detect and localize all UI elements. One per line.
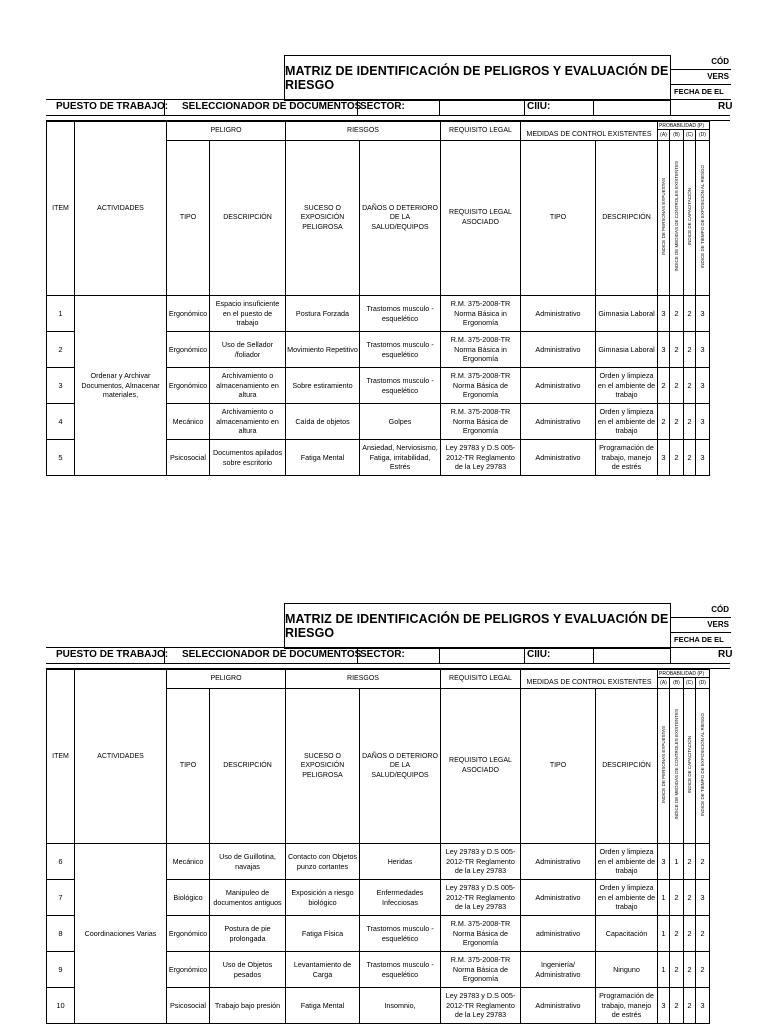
ru-label: RU [718, 101, 733, 112]
row-tipo: Ergonómico [167, 368, 210, 404]
row-index-a: 3 [658, 844, 670, 880]
row-requisito: R.M. 375-2008-TR Norma Básica de Ergonomía [441, 368, 521, 404]
row-medida-tipo: Administrativo [521, 404, 596, 440]
row-suceso: Fatiga Mental [286, 988, 360, 1024]
row-suceso: Fatiga Física [286, 916, 360, 952]
col-prob-c: (C) [684, 130, 696, 141]
col-actividades: ACTIVIDADES [75, 122, 167, 296]
col-requisito: REQUISITO LEGAL [441, 122, 521, 141]
row-descripcion: Uso de Objetos pesados [210, 952, 286, 988]
row-item-number: 1 [47, 296, 75, 332]
col-index-b: INDICE DE MEDIDAS DE CONTROLES EXISTENTES [674, 161, 679, 272]
row-medida-tipo: Administrativo [521, 440, 596, 476]
row-index-c: 2 [684, 368, 696, 404]
row-requisito: R.M. 375-2008-TR Norma Básica in Ergonomía [441, 332, 521, 368]
col-medida-tipo: TIPO [521, 689, 596, 844]
col-danos: DAÑOS O DETERIORO DE LA SALUD/EQUIPOS [360, 689, 441, 844]
row-index-d: 2 [696, 916, 710, 952]
row-requisito: R.M. 375-2008-TR Norma Básica de Ergonomía [441, 404, 521, 440]
row-index-c: 2 [684, 404, 696, 440]
row-descripcion: Archivamiento o almacenamiento en altura [210, 404, 286, 440]
row-tipo: Psicosocial [167, 988, 210, 1024]
row-index-a: 2 [658, 368, 670, 404]
row-index-a: 1 [658, 880, 670, 916]
row-index-c: 2 [684, 988, 696, 1024]
col-prob-a: (A) [658, 130, 670, 141]
row-medida-tipo: Administrativo [521, 296, 596, 332]
row-descripcion: Uso de Guillotina, navajas [210, 844, 286, 880]
row-descripcion: Uso de Sellador /foliador [210, 332, 286, 368]
row-danos: Trastornos musculo - esquelético [360, 916, 441, 952]
row-danos: Trastornos musculo - esquelético [360, 332, 441, 368]
row-index-b: 2 [670, 404, 684, 440]
col-item: ITEM [47, 122, 75, 296]
row-index-b: 2 [670, 332, 684, 368]
col-index-a: INDICE DE PERSONAS EXPUESTAS [661, 178, 666, 256]
row-tipo: Psicosocial [167, 440, 210, 476]
row-index-d: 3 [696, 296, 710, 332]
row-requisito: R.M. 375-2008-TR Norma Básica de Ergonomía [441, 952, 521, 988]
row-suceso: Exposición a riesgo biológico [286, 880, 360, 916]
row-medida-tipo: Administrativo [521, 368, 596, 404]
risk-matrix-table [46, 121, 710, 476]
col-item: ITEM [47, 670, 75, 844]
row-index-c: 2 [684, 296, 696, 332]
row-item-number: 8 [47, 916, 75, 952]
col-descripcion: DESCRIPCIÓN [210, 141, 286, 296]
row-medida-tipo: Administrativo [521, 880, 596, 916]
row-index-b: 2 [670, 440, 684, 476]
row-medida-descripcion: Ninguno [596, 952, 658, 988]
row-requisito: R.M. 375-2008-TR Norma Básica de Ergonomía [441, 916, 521, 952]
row-item-number: 9 [47, 952, 75, 988]
col-medidas: MEDIDAS DE CONTROL EXISTENTES [521, 122, 658, 141]
row-medida-tipo: Administrativo [521, 844, 596, 880]
row-item-number: 7 [47, 880, 75, 916]
row-item-number: 4 [47, 404, 75, 440]
row-descripcion: Postura de pie prolongada [210, 916, 286, 952]
row-suceso: Postura Forzada [286, 296, 360, 332]
col-tipo: TIPO [167, 689, 210, 844]
row-tipo: Ergonómico [167, 952, 210, 988]
row-tipo: Mecánico [167, 404, 210, 440]
ru-label: RU [718, 649, 733, 660]
row-index-d: 3 [696, 332, 710, 368]
row-descripcion: Documentos apilados sobre escritorio [210, 440, 286, 476]
row-medida-tipo: administrativo [521, 916, 596, 952]
puesto-value: SELECCIONADOR DE DOCUMENTOS [182, 649, 362, 660]
row-medida-tipo: Ingeniería/ Administrativo [521, 952, 596, 988]
col-prob-c: (C) [684, 678, 696, 689]
row-medida-descripcion: Gimnasia Laboral [596, 332, 658, 368]
row-medida-descripcion: Programación de trabajo, manejo de estrés [596, 440, 658, 476]
document-title: MATRIZ DE IDENTIFICACIÓN DE PELIGROS Y EVALUACIÓN DE RIESGO [284, 55, 671, 101]
row-index-b: 2 [670, 988, 684, 1024]
document-code-box [670, 55, 731, 99]
col-prob-d: (D) [696, 130, 710, 141]
row-index-b: 2 [670, 368, 684, 404]
row-descripcion: Espacio insuficiente en el puesto de trabajo [210, 296, 286, 332]
col-index-d: INDICE DE TIEMPO DE EXPOSICIÓN AL RIESGO [700, 713, 705, 817]
row-index-a: 1 [658, 916, 670, 952]
row-index-c: 2 [684, 880, 696, 916]
col-medidas: MEDIDAS DE CONTROL EXISTENTES [521, 670, 658, 689]
row-index-d: 3 [696, 988, 710, 1024]
col-riesgos: RIESGOS [286, 670, 441, 689]
row-medida-tipo: Administrativo [521, 332, 596, 368]
row-index-a: 3 [658, 296, 670, 332]
table-row [47, 296, 710, 332]
row-danos: Heridas [360, 844, 441, 880]
row-item-number: 3 [47, 368, 75, 404]
puesto-value: SELECCIONADOR DE DOCUMENTOS [182, 101, 362, 112]
row-medida-descripcion: Orden y limpieza en el ambiente de trabajo [596, 880, 658, 916]
row-index-b: 2 [670, 296, 684, 332]
col-descripcion: DESCRIPCIÓN [210, 689, 286, 844]
row-item-number: 2 [47, 332, 75, 368]
row-medida-descripcion: Gimnasia Laboral [596, 296, 658, 332]
row-index-a: 3 [658, 988, 670, 1024]
row-suceso: Caída de objetos [286, 404, 360, 440]
row-medida-descripcion: Programación de trabajo, manejo de estrés [596, 988, 658, 1024]
row-activity: Ordenar y Archivar Documentos, Almacenar materiales, [75, 296, 167, 476]
document-code-box [670, 603, 731, 647]
job-info-row [46, 647, 733, 664]
row-item-number: 10 [47, 988, 75, 1024]
version-label: VERS [671, 70, 731, 85]
col-prob-b: (B) [670, 678, 684, 689]
row-index-a: 1 [658, 952, 670, 988]
col-index-a: INDICE DE PERSONAS EXPUESTAS [661, 726, 666, 804]
col-riesgos: RIESGOS [286, 122, 441, 141]
col-index-c: INDICE DE CAPACITACIÓN [687, 736, 692, 794]
row-tipo: Ergonómico [167, 296, 210, 332]
row-suceso: Fatiga Mental [286, 440, 360, 476]
row-index-b: 2 [670, 880, 684, 916]
row-danos: Trastornos musculo - esquelético [360, 368, 441, 404]
col-medida-tipo: TIPO [521, 141, 596, 296]
row-tipo: Ergonómico [167, 332, 210, 368]
row-suceso: Levantamiento de Carga [286, 952, 360, 988]
row-index-d: 3 [696, 880, 710, 916]
sector-label: SECTOR: [360, 101, 405, 112]
row-requisito: Ley 29783 y D.S 005-2012-TR Reglamento de la Ley 29783 [441, 844, 521, 880]
row-tipo: Mecánico [167, 844, 210, 880]
col-medida-descripcion: DESCRIPCIÓN [596, 689, 658, 844]
col-index-b: INDICE DE MEDIDAS DE CONTROLES EXISTENTES [674, 709, 679, 820]
row-index-b: 1 [670, 844, 684, 880]
row-tipo: Ergonómico [167, 916, 210, 952]
row-index-d: 2 [696, 952, 710, 988]
row-requisito: R.M. 375-2008-TR Norma Básica in Ergonomía [441, 296, 521, 332]
puesto-label: PUESTO DE TRABAJO: [56, 101, 169, 112]
ciiu-label: CIIU: [527, 101, 551, 112]
row-medida-descripcion: Orden y limpieza en el ambiente de trabajo [596, 368, 658, 404]
row-index-d: 3 [696, 368, 710, 404]
row-danos: Golpes [360, 404, 441, 440]
row-index-b: 2 [670, 916, 684, 952]
row-index-d: 2 [696, 844, 710, 880]
row-descripcion: Trabajo bajo presión [210, 988, 286, 1024]
col-danos: DAÑOS O DETERIORO DE LA SALUD/EQUIPOS [360, 141, 441, 296]
row-medida-descripcion: Capacitación [596, 916, 658, 952]
puesto-label: PUESTO DE TRABAJO: [56, 649, 169, 660]
col-requisito: REQUISITO LEGAL [441, 670, 521, 689]
col-suceso: SUCESO O EXPOSICIÓN PELIGROSA [286, 689, 360, 844]
row-requisito: Ley 29783 y D.S 005-2012-TR Reglamento de la Ley 29783 [441, 880, 521, 916]
row-index-b: 2 [670, 952, 684, 988]
code-label: CÓD [671, 55, 731, 70]
row-tipo: Biológico [167, 880, 210, 916]
col-requisito-asociado: REQUISITO LEGAL ASOCIADO [441, 689, 521, 844]
row-descripcion: Archivamiento o almacenamiento en altura [210, 368, 286, 404]
row-item-number: 6 [47, 844, 75, 880]
row-danos: Insomnio, [360, 988, 441, 1024]
col-suceso: SUCESO O EXPOSICIÓN PELIGROSA [286, 141, 360, 296]
col-medida-descripcion: DESCRIPCIÓN [596, 141, 658, 296]
row-index-c: 2 [684, 440, 696, 476]
row-descripcion: Manipuleo de documentos antiguos [210, 880, 286, 916]
col-probabilidad: PROBABILIDAD (P) [658, 670, 710, 678]
row-index-c: 2 [684, 916, 696, 952]
row-danos: Trastornos musculo - esquelético [360, 296, 441, 332]
row-danos: Ansiedad, Nerviosismo, Fatiga, irritabilidad, Estrés [360, 440, 441, 476]
col-prob-d: (D) [696, 678, 710, 689]
row-index-c: 2 [684, 332, 696, 368]
code-label: CÓD [671, 603, 731, 618]
row-requisito: Ley 29783 y D.S 005-2012-TR Reglamento de la Ley 29783 [441, 440, 521, 476]
ciiu-label: CIIU: [527, 649, 551, 660]
row-activity: Coordinaciones Varias [75, 844, 167, 1024]
row-index-d: 3 [696, 440, 710, 476]
col-index-d: INDICE DE TIEMPO DE EXPOSICIÓN AL RIESGO [700, 165, 705, 269]
row-suceso: Sobre estiramiento [286, 368, 360, 404]
document-title: MATRIZ DE IDENTIFICACIÓN DE PELIGROS Y EVALUACIÓN DE RIESGO [284, 603, 671, 649]
col-prob-b: (B) [670, 130, 684, 141]
date-label: FECHA DE EL [671, 633, 731, 648]
row-index-d: 3 [696, 404, 710, 440]
col-peligro: PELIGRO [167, 122, 286, 141]
date-label: FECHA DE EL [671, 85, 731, 100]
col-prob-a: (A) [658, 678, 670, 689]
row-medida-descripcion: Orden y limpieza en el ambiente de trabajo [596, 844, 658, 880]
risk-matrix-table [46, 669, 710, 1024]
row-index-a: 3 [658, 440, 670, 476]
sector-label: SECTOR: [360, 649, 405, 660]
job-info-row [46, 99, 733, 116]
row-danos: Enfermedades Infecciosas [360, 880, 441, 916]
col-index-c: INDICE DE CAPACITACIÓN [687, 188, 692, 246]
row-index-c: 2 [684, 844, 696, 880]
col-actividades: ACTIVIDADES [75, 670, 167, 844]
col-tipo: TIPO [167, 141, 210, 296]
table-row [47, 844, 710, 880]
row-index-a: 3 [658, 332, 670, 368]
version-label: VERS [671, 618, 731, 633]
row-medida-tipo: Administrativo [521, 988, 596, 1024]
row-medida-descripcion: Orden y limpieza en el ambiente de trabajo [596, 404, 658, 440]
row-suceso: Movimiento Repetitivo [286, 332, 360, 368]
row-index-a: 2 [658, 404, 670, 440]
row-index-c: 2 [684, 952, 696, 988]
row-suceso: Contacto con Objetos punzo cortantes [286, 844, 360, 880]
col-requisito-asociado: REQUISITO LEGAL ASOCIADO [441, 141, 521, 296]
row-danos: Trastornos musculo - esquelético [360, 952, 441, 988]
col-peligro: PELIGRO [167, 670, 286, 689]
row-requisito: Ley 29783 y D.S 005-2012-TR Reglamento de la Ley 29783 [441, 988, 521, 1024]
row-item-number: 5 [47, 440, 75, 476]
col-probabilidad: PROBABILIDAD (P) [658, 122, 710, 130]
